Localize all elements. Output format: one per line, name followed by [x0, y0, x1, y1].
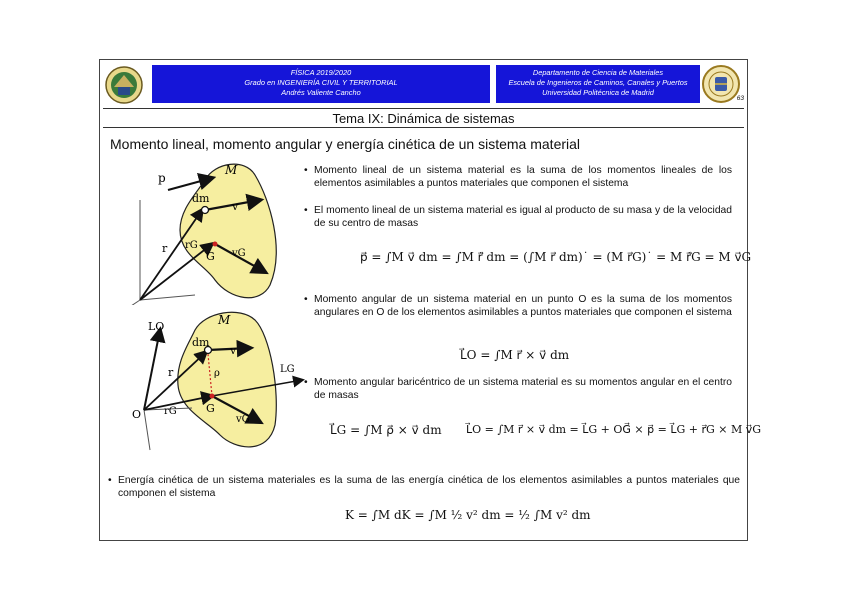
v-label-2: v	[230, 344, 237, 357]
body-blob-2	[178, 312, 277, 447]
bullet-dot: •	[304, 294, 308, 305]
p-label: p	[158, 171, 166, 185]
bullet-dot: •	[108, 475, 112, 486]
lg-label: LG	[280, 364, 295, 375]
g-label: G	[206, 250, 215, 263]
equation-angular-momentum: L⃗O = ∫M r⃗ × v⃗ dm	[460, 348, 570, 362]
o-label: O	[132, 408, 142, 421]
angular-momentum-figure	[130, 310, 310, 455]
vg-label: vG	[232, 248, 246, 259]
section-title: Momento lineal, momento angular y energía cinética de un sistema material	[110, 136, 581, 152]
v-label: v	[232, 200, 239, 213]
bullet-text: Momento angular de un sistema material en un punto O es la suma de los momentos angulares en O de los elementos asimilables a puntos materiales que componen el sistema	[314, 294, 732, 318]
bullet-center-of-mass	[304, 204, 732, 230]
rg-label: rG	[185, 240, 198, 251]
bullet-text: El momento lineal de un sistema material es igual al producto de su masa y de la velocidad de su centro de masas	[314, 205, 732, 229]
bullet-text: Momento lineal de un sistema material es la suma de los momentos lineales de los elementos asimilables a puntos materiales que componen el sistema	[314, 165, 732, 189]
linear-momentum-figure	[120, 160, 285, 305]
course-line-3: Andrés Valiente Cancho	[281, 88, 361, 97]
equation-angular-decomposition: L⃗O = ∫M r⃗ × v⃗ dm = L⃗G + OG⃗ × p⃗ = L⃗G + r⃗G × M v⃗G	[466, 423, 762, 436]
course-line-2: Grado en INGENIERÍA CIVIL Y TERRITORIAL	[244, 78, 398, 87]
bullet-text: Energía cinética de un sistema materiales es la suma de las energía cinética de los elementos asimilables a puntos materiales que componen el sistema	[118, 475, 740, 499]
bullet-dot: •	[304, 205, 308, 216]
equation-kinetic-energy: K = ∫M dK = ∫M ½ v² dm = ½ ∫M v² dm	[345, 508, 591, 522]
equation-linear-momentum: p⃗ = ∫M v⃗ dm = ∫M r⃗̇ dm = (∫M r⃗ dm)˙ = (M r⃗G)˙ = M r⃗̇G = M v⃗G	[360, 250, 752, 264]
vg-label-2: vG	[236, 414, 250, 425]
course-header	[152, 65, 490, 103]
bullet-text: Momento angular baricéntrico de un sistema material es su momentos angular en el centro de masas	[314, 377, 732, 401]
department-line-1: Departamento de Ciencia de Materiales	[532, 68, 664, 77]
topic-title: Tema IX: Dinámica de sistemas	[332, 111, 515, 126]
course-line-1: FÍSICA 2019/2020	[290, 68, 352, 77]
equation-baricentric: L⃗G = ∫M ρ⃗ × v⃗ dm	[330, 423, 442, 437]
g-label-2: G	[206, 402, 215, 415]
mass-label-2: M	[218, 313, 231, 327]
dm-label-2: dm	[192, 336, 210, 349]
bullet-kinetic-energy	[108, 474, 740, 500]
department-line-3: Universidad Politécnica de Madrid	[542, 88, 654, 97]
r-label: r	[162, 242, 168, 255]
body-blob	[180, 164, 276, 298]
topic-rule	[103, 127, 744, 128]
header-rule	[103, 108, 744, 109]
department-header	[496, 65, 700, 103]
rho-label: ρ	[214, 368, 220, 379]
rg-label-2: rG	[164, 406, 177, 417]
page-number: 63	[736, 95, 744, 102]
school-crest-icon	[104, 65, 144, 105]
slide	[99, 59, 762, 541]
department-line-2: Escuela de Ingenieros de Caminos, Canales y Puertos	[508, 78, 688, 87]
mass-label: M	[225, 163, 238, 177]
bullet-linear-momentum	[304, 164, 732, 190]
lo-label: LO	[148, 320, 165, 333]
bullet-baricentric	[304, 376, 732, 402]
bullet-dot: •	[304, 165, 308, 176]
bullet-dot: •	[304, 377, 308, 388]
university-seal-icon	[701, 64, 741, 104]
r-label-2: r	[168, 366, 174, 379]
bullet-angular-momentum	[304, 293, 732, 319]
dm-label: dm	[192, 192, 210, 205]
